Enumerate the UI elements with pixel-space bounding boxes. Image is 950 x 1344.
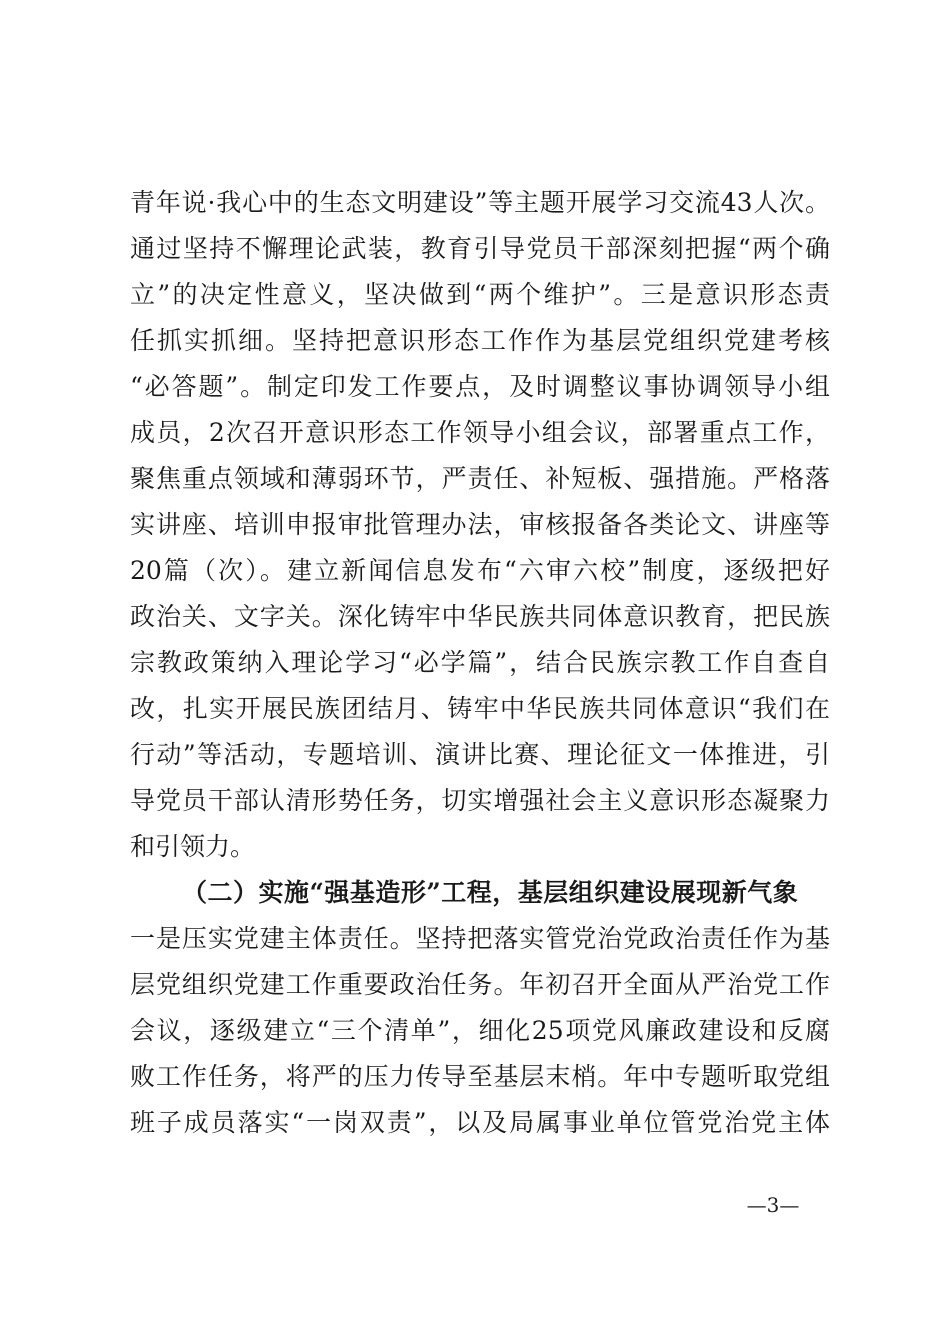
paragraph-line: 和引领力。: [130, 832, 256, 861]
paragraph-line: 聚焦重点领域和薄弱环节，严责任、补短板、强措施。严格落: [130, 464, 830, 493]
paragraph-line: “必答题”。制定印发工作要点，及时调整议事协调领导小组: [130, 372, 830, 401]
paragraph-line: 实讲座、培训申报审批管理办法，审核报备各类论文、讲座等: [130, 510, 830, 539]
paragraph-line: 成员，2次召开意识形态工作领导小组会议，部署重点工作，: [130, 418, 830, 447]
paragraph-line: 行动”等活动，专题培训、演讲比赛、理论征文一体推进，引: [130, 740, 830, 769]
paragraph-line: 宗教政策纳入理论学习“必学篇”，结合民族宗教工作自查自: [130, 648, 830, 677]
paragraph-line: 班子成员落实“一岗双责”，以及局属事业单位管党治党主体: [130, 1108, 830, 1137]
paragraph-line: 会议，逐级建立“三个清单”，细化25项党风廉政建设和反腐: [130, 1016, 830, 1045]
page-number: —3—: [746, 1193, 800, 1217]
paragraph-line: 层党组织党建工作重要政治任务。年初召开全面从严治党工作: [130, 970, 830, 999]
paragraph-line: 任抓实抓细。坚持把意识形态工作作为基层党组织党建考核: [130, 326, 830, 355]
paragraph-line: 改，扎实开展民族团结月、铸牢中华民族共同体意识“我们在: [130, 694, 830, 723]
paragraph-line: 败工作任务，将严的压力传导至基层末梢。年中专题听取党组: [130, 1062, 830, 1091]
paragraph-line: 导党员干部认清形势任务，切实增强社会主义意识形态凝聚力: [130, 786, 830, 815]
paragraph-line: 青年说·我心中的生态文明建设”等主题开展学习交流43人次。: [130, 188, 830, 217]
paragraph-line: 立”的决定性意义，坚决做到“两个维护”。三是意识形态责: [130, 280, 830, 309]
paragraph-line: 一是压实党建主体责任。坚持把落实管党治党政治责任作为基: [130, 924, 830, 953]
section-heading: （二）实施“强基造形”工程，基层组织建设展现新气象: [182, 878, 799, 907]
paragraph-line: 政治关、文字关。深化铸牢中华民族共同体意识教育，把民族: [130, 602, 830, 631]
paragraph-line: 通过坚持不懈理论武装，教育引导党员干部深刻把握“两个确: [130, 234, 830, 263]
paragraph-line: 20篇（次）。建立新闻信息发布“六审六校”制度，逐级把好: [130, 556, 830, 585]
